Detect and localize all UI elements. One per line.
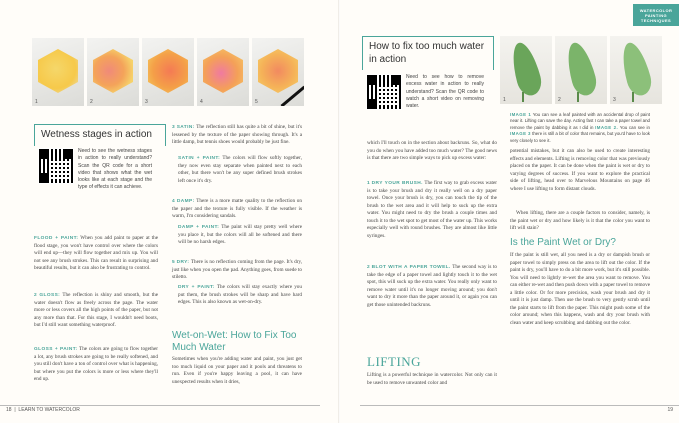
dry-paragraph [172, 259, 302, 282]
flood-text: When you add paint to paper at the flood stage, you won't have control over where the colors will end up—they will flow together and mix up. You will not see any brush strokes. This can result in surprising and beautiful results, but it can also be frustrating to control. [34, 235, 158, 272]
step1-num: 1 [367, 181, 371, 186]
image-captions [510, 112, 650, 144]
wet-on-wet-title: Wet-on-Wet: How to Fix Too Much Water [172, 330, 297, 353]
satin-paragraph [172, 124, 302, 147]
footer-rule [360, 405, 679, 406]
step1-text: The first way to grab excess water is to take your brush and dry it really well on a dry paper towel. Once your brush is dry, you can touch the tip of the brush to the wet area and it will help to suck up the extra water. You might need to dry the brush a couple times and touch it to the wet spot to get most of the water up. This works especially well with round brushes. They are almost like little syringes. [367, 180, 498, 239]
gloss-paint-head: GLOSS + PAINT: [34, 347, 78, 352]
left-page [0, 0, 339, 423]
damp-head: DAMP: [176, 199, 195, 204]
photo-number: 1 [503, 97, 506, 103]
caption-img3-head: IMAGE 3 [510, 131, 531, 137]
wetness-photo-2 [87, 38, 139, 106]
satin-text: The reflection still has quite a bit of shine, but it's lessened by the texture of the paper showing through. It's a little damp, but tennis shoes would probably be just fine. [172, 124, 303, 146]
wetness-qr-text: Need to see the wetness stages in action to really understand? Scan the QR code for a short video that shows what the wet looks like at each stage and the type of effects it can achieve. [78, 148, 152, 191]
dry-paint-head: DRY + PAINT: [178, 285, 215, 290]
leaf-icon [562, 40, 599, 98]
gloss-paint-text: The colors are going to flow together a lot, any brush strokes are going to be really softened, and you still don't have a ton of control over what is happening, but where you put the colors is more or less where they'll end up. [34, 346, 158, 383]
wetness-photo-strip [32, 38, 304, 106]
satin-paint-text: The colors will flow softly together, they now even stay separate when painted next to each other, but there won't be any super defined brush strokes left once it's dry. [178, 155, 302, 184]
damp-paint-paragraph [178, 224, 302, 247]
satin-head: SATIN: [176, 125, 195, 130]
wetness-title: Wetness stages in action [41, 129, 152, 140]
dry-text: There is no reflection coming from the page. It's dry, just like when you open the pad. Anything goes, from suede to stiletto. [172, 259, 303, 281]
damp-num: 4 [172, 199, 176, 204]
step2-paragraph [367, 264, 497, 309]
photo-number: 2 [90, 99, 93, 105]
dry-head: DRY: [176, 260, 190, 265]
dry-paint-text: The colors will stay exactly where you put them, the brush strokes will be sharp and have hard edges. This is also known as wet-on-dry. [178, 284, 302, 306]
page-number: 19 [667, 407, 673, 413]
gloss-text: The reflection is shiny and smooth, but the water doesn't flow as freely across the page. The water more or less covers all the high points of the paper, but not any more than that. For this stage, I wouldn't need boots, but I'd still want something waterproof. [34, 292, 159, 329]
damp-text: There is a more matte quality to the reflection on the paper and the texture is fully visible. If the weather is warm, I'm considering sandals. [172, 198, 302, 220]
step1-head: DRY YOUR BRUSH. [371, 181, 423, 186]
fix-intro: which I'll touch on in the section about backruns. So, what do you do when you have added too much water? The good news is that there are two simple ways to pick up excess water: [367, 140, 497, 162]
gloss-paragraph [34, 292, 158, 330]
damp-paragraph [172, 198, 302, 221]
lifting-text: Lifting is a powerful technique in watercolor. Not only can it be used to remove unwanted color and [367, 372, 497, 386]
leaf-photo-3 [610, 36, 662, 104]
step2-head: BLOT WITH A PAPER TOWEL. [371, 265, 451, 270]
leaf-photo-strip [500, 36, 662, 104]
right-footer [667, 407, 673, 413]
step1-paragraph [367, 180, 497, 240]
footer-rule [0, 405, 320, 406]
lifting-factors-text: When lifting, there are a couple factors to consider, namely, is the paint wet or dry and how likely is it that the color you want to lift will stain? [510, 210, 650, 232]
satin-paint-head: SATIN + PAINT: [178, 156, 221, 161]
caption-img3-text: there is still a bit of color that remains, but you'd have to look very closely to see it. [510, 131, 650, 143]
step2-num: 2 [367, 265, 371, 270]
qr-code-icon[interactable] [366, 74, 402, 110]
qr-code-icon[interactable] [38, 148, 74, 184]
photo-number: 5 [255, 99, 258, 105]
gloss-paint-paragraph [34, 346, 158, 384]
leaf-icon [617, 40, 654, 98]
caption-img2-text: You can see in [619, 124, 650, 130]
wetness-photo-4 [197, 38, 249, 106]
wetness-photo-3 [142, 38, 194, 106]
left-footer: 18 | LEARN TO WATERCOLOR [6, 407, 80, 413]
caption-img2-head: IMAGE 2. [595, 124, 619, 130]
satin-paint-paragraph [178, 155, 302, 185]
wet-on-wet-text: Sometimes when you're adding water and paint, you just get too much liquid on your paper and it pools and threatens to run. Even if you're happy leaving a pool, it can have unexpected results when it dries, [172, 356, 302, 385]
leaf-icon [507, 40, 544, 98]
fix-qr-text: Need to see how to remove excess water in action to really understand? Scan the QR code to watch a short video on removing water. [406, 74, 484, 109]
wetness-photo-1 [32, 38, 84, 106]
satin-num: 3 [172, 125, 176, 130]
damp-paint-head: DAMP + PAINT: [178, 225, 220, 230]
lifting-title: LIFTING [367, 354, 422, 369]
dry-num: 5 [172, 260, 176, 265]
wet-or-dry-text: If the paint is still wet, all you need is a dry or dampish brush or paper towel to simply press on the area to lift out the color. If the paint is dry, you'll have to do a bit more work, but it's still possible. You will need to lightly re-wet the area you want to remove. You can either re-wet and then push down with a paper towel to remove a little color. Or for more precision, wash your brush and dry it until it is just damp. Then use the brush to very gently scrub until the paint starts to lift from the paper. This might push some of the color around; when this happens, wash and dry your brush with clean water and keep scrubbing and dabbing out the color. [510, 252, 650, 326]
damp-paint-text: The paint will stay pretty well where you place it, but the colors will all be softened and there will be no harsh edges. [178, 224, 302, 246]
step2-text: The second way is to take the edge of a paper towel and lightly touch it to the wet spot, this will suck up the extra water. You really only want to remove water until it's no longer moving around; you don't want to dry it more than the paper around it, or again you can get those unintended backruns. [367, 264, 498, 308]
dry-paint-paragraph [178, 284, 302, 307]
photo-number: 1 [35, 99, 38, 105]
section-tab: WATERCOLOR PAINTING TECHNIQUES [633, 4, 679, 26]
flood-paragraph [34, 235, 158, 273]
gloss-head: GLOSS: [39, 293, 61, 298]
fix-title-box [362, 36, 494, 70]
caption-img1-text: You can see a leaf painted with an accidental drop of paint near it. Lifting can save the day. Acting fast I can take a paper towel and remove the paint by dabbing it as I did in [510, 112, 651, 130]
leaf-photo-1 [500, 36, 552, 104]
wet-or-dry-title: Is the Paint Wet or Dry? [510, 237, 616, 248]
lifting-continued-text: potential mistakes, but it can also be used to create interesting effects and elements. Lifting is removing color that was previously placed on the paper. It can be done when the paint is wet or dry to varying degrees of success. If you want to explore the practical side of lifting, head over to Marvelous Mountains on page 46 where I use lifting to form distant clouds. [510, 148, 650, 192]
photo-number: 2 [558, 97, 561, 103]
photo-number: 3 [613, 97, 616, 103]
leaf-photo-2 [555, 36, 607, 104]
wetness-photo-5 [252, 38, 304, 106]
caption-img1-head: IMAGE 1 [510, 112, 532, 117]
photo-number: 3 [145, 99, 148, 105]
flood-head: FLOOD + PAINT: [34, 236, 79, 241]
footer-label: LEARN TO WATERCOLOR [18, 407, 80, 413]
photo-number: 4 [200, 99, 203, 105]
wetness-title-box [34, 124, 166, 146]
page-number: 18 [6, 407, 12, 413]
fix-title: How to fix too much water in action [369, 41, 485, 65]
gloss-num: 2 [34, 293, 38, 298]
